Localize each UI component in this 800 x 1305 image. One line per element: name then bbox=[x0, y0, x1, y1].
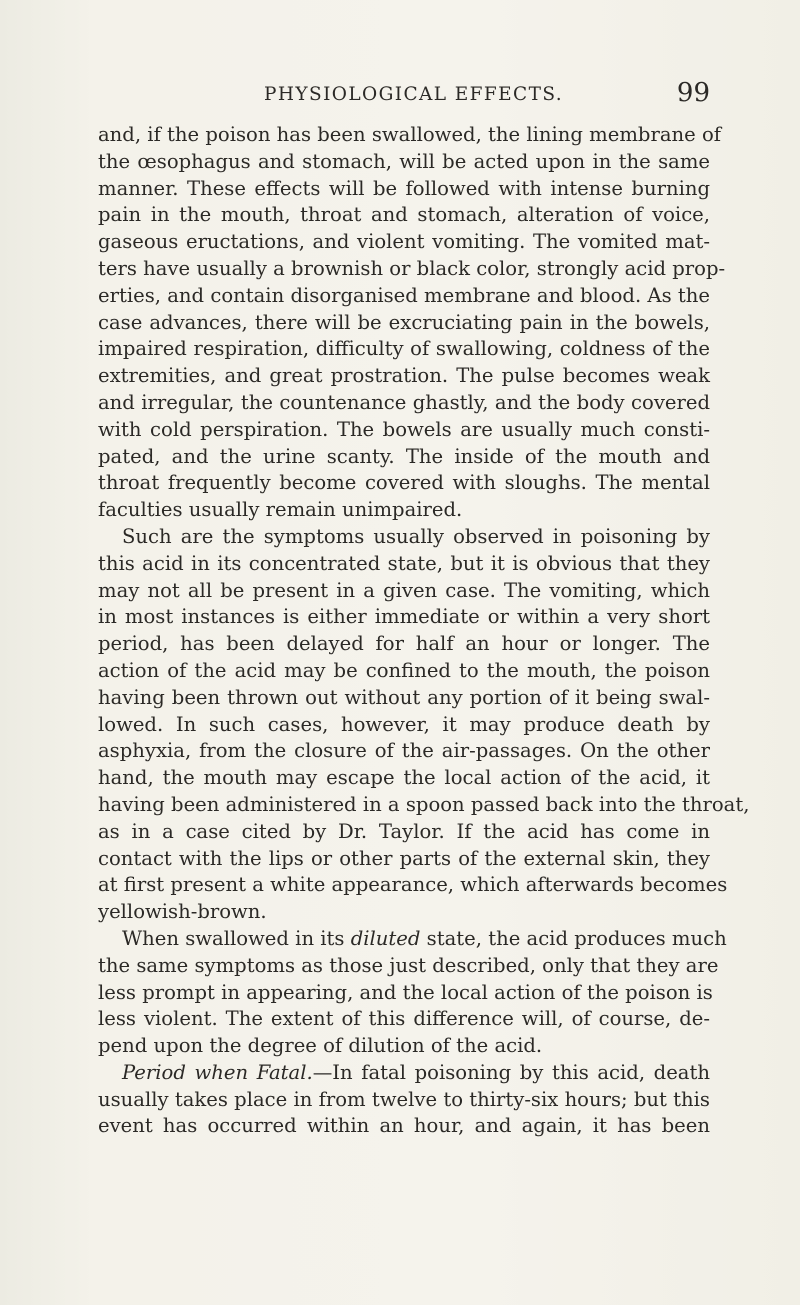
text-line: having been administered in a spoon passed back into the throat, bbox=[98, 792, 750, 816]
text-line: usually takes place in from twelve to thirty-six hours; but this bbox=[98, 1087, 710, 1111]
text-line: case advances, there will be excruciating pain in the bowels, bbox=[98, 310, 710, 334]
text-line: erties, and contain disorganised membrane and blood. As the bbox=[98, 283, 710, 307]
text-line: less violent. The extent of this difference will, of course, de- bbox=[98, 1007, 710, 1031]
text-line: Such are the symptoms usually observed in poisoning by bbox=[122, 524, 710, 548]
text-line: this acid in its concentrated state, but it is obvious that they bbox=[98, 551, 710, 575]
text-line: less prompt in appearing, and the local action of the poison is bbox=[98, 980, 713, 1004]
text-line: hand, the mouth may escape the local action of the acid, it bbox=[98, 766, 710, 790]
text-line: pated, and the urine scanty. The inside of the mouth and bbox=[98, 444, 710, 468]
emphasis-word: diluted bbox=[350, 926, 421, 950]
text-line: the œsophagus and stomach, will be acted upon in the same bbox=[98, 149, 710, 173]
text-line: contact with the lips or other parts of the external skin, they bbox=[98, 846, 710, 870]
text-line: manner. These effects will be followed with intense burning bbox=[98, 176, 710, 200]
text-line: asphyxia, from the closure of the air-passages. On the other bbox=[98, 739, 710, 763]
text-line: Period when Fatal.—In fatal poisoning by this acid, death bbox=[122, 1060, 710, 1084]
section-heading: Period when Fatal. bbox=[122, 1060, 313, 1084]
text-line: throat frequently become covered with sloughs. The mental bbox=[98, 471, 710, 495]
text-line: event has occurred within an hour, and again, it has been bbox=[98, 1114, 710, 1138]
text-line: having been thrown out without any portion of it being swal- bbox=[98, 685, 710, 709]
text-line: lowed. In such cases, however, it may produce death by bbox=[98, 712, 710, 736]
text-line: pain in the mouth, throat and stomach, alteration of voice, bbox=[98, 203, 710, 227]
text-line: at first present a white appearance, which afterwards becomes bbox=[98, 873, 728, 897]
page-number: 99 bbox=[676, 78, 710, 108]
running-title: PHYSIOLOGICAL EFFECTS. bbox=[264, 84, 564, 105]
text-line: and, if the poison has been swallowed, the lining membrane of bbox=[98, 123, 722, 146]
body-text bbox=[98, 122, 750, 1140]
page-header bbox=[200, 78, 710, 108]
text-line: pend upon the degree of dilution of the acid. bbox=[98, 1034, 543, 1058]
text-line: as in a case cited by Dr. Taylor. If the acid has come in bbox=[98, 819, 710, 843]
text-line: impaired respiration, difficulty of swallowing, coldness of the bbox=[98, 337, 710, 361]
text-line: When swallowed in its diluted state, the acid produces much bbox=[122, 926, 727, 950]
text-line: ters have usually a brownish or black color, strongly acid prop- bbox=[98, 256, 726, 280]
text-line: gaseous eructations, and violent vomiting. The vomited mat- bbox=[98, 230, 710, 254]
text-line: with cold perspiration. The bowels are usually much consti- bbox=[98, 417, 710, 441]
text-line: and irregular, the countenance ghastly, and the body covered bbox=[98, 390, 710, 414]
text-line: period, has been delayed for half an hour or longer. The bbox=[98, 632, 710, 656]
text-line: action of the acid may be confined to the mouth, the poison bbox=[98, 658, 710, 682]
text-line: may not all be present in a given case. The vomiting, which bbox=[98, 578, 710, 602]
text-line: faculties usually remain unimpaired. bbox=[98, 498, 463, 522]
text-line: yellowish-brown. bbox=[98, 900, 267, 924]
text-line: extremities, and great prostration. The pulse becomes weak bbox=[98, 364, 710, 388]
text-line: in most instances is either immediate or within a very short bbox=[98, 605, 710, 629]
text-line: the same symptoms as those just described, only that they are bbox=[98, 953, 719, 977]
